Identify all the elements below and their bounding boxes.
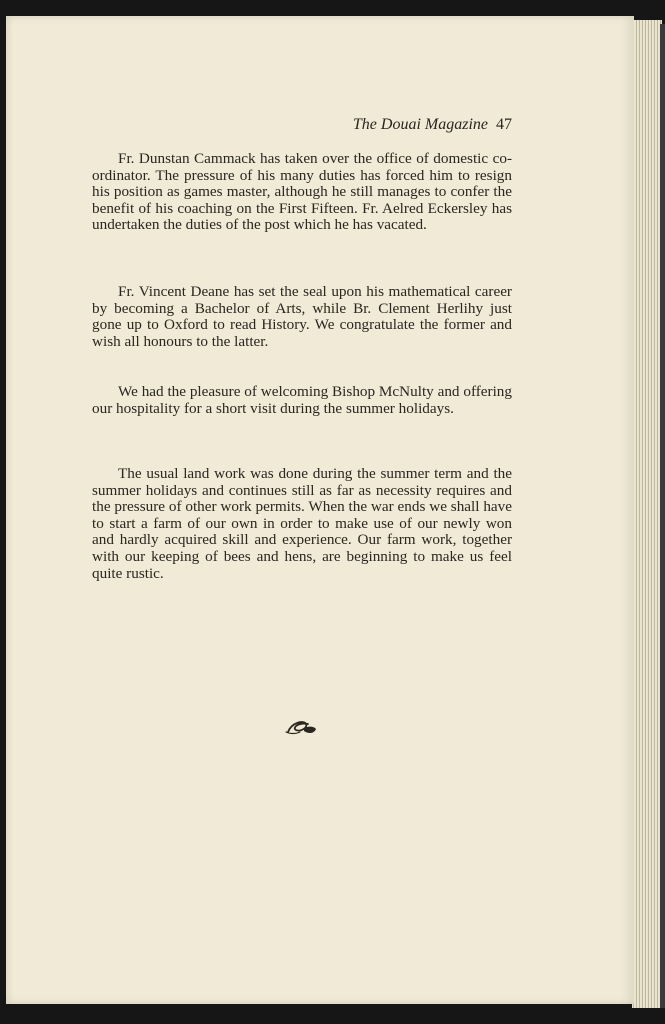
magazine-title: The Douai Magazine [352,116,488,133]
fleuron-ornament-icon [270,712,330,742]
running-header [92,116,512,134]
page-number: 47 [496,116,512,133]
paragraph-bachelor: Fr. Vincent Deane has set the seal upon his mathematical career by becoming a Bachelor of Arts, while Br. Clement Herlihy just gone up to Oxford to read History. We congratulate the former and wish all honours to the latter. [92,283,512,350]
book-cover-edge [660,24,665,1008]
paragraph-bishop-visit: We had the pleasure of welcoming Bishop McNulty and offering our hospitality for a short visit during the summer holidays. [92,383,512,417]
paragraph-coordinator: Fr. Dunstan Cammack has taken over the office of domestic co-ordinator. The pressure of his many duties has forced him to resign his position as games master, although he still manages to confer the benefit of his coaching on the First Fifteen. Fr. Aelred Eckersley has undertaken the duties of the post which he has vacated. [92,150,512,234]
paragraph-land-work: The usual land work was done during the summer term and the summer holidays and continues still as far as necessity requires and the pressure of other work permits. When the war ends we shall have to start a farm of our own in order to make use of our newly won and hardly acquired skill and experience. Our farm work, together with our keeping of bees and hens, are beginning to make us feel quite rustic. [92,465,512,582]
page-stack-edge [632,20,662,1008]
